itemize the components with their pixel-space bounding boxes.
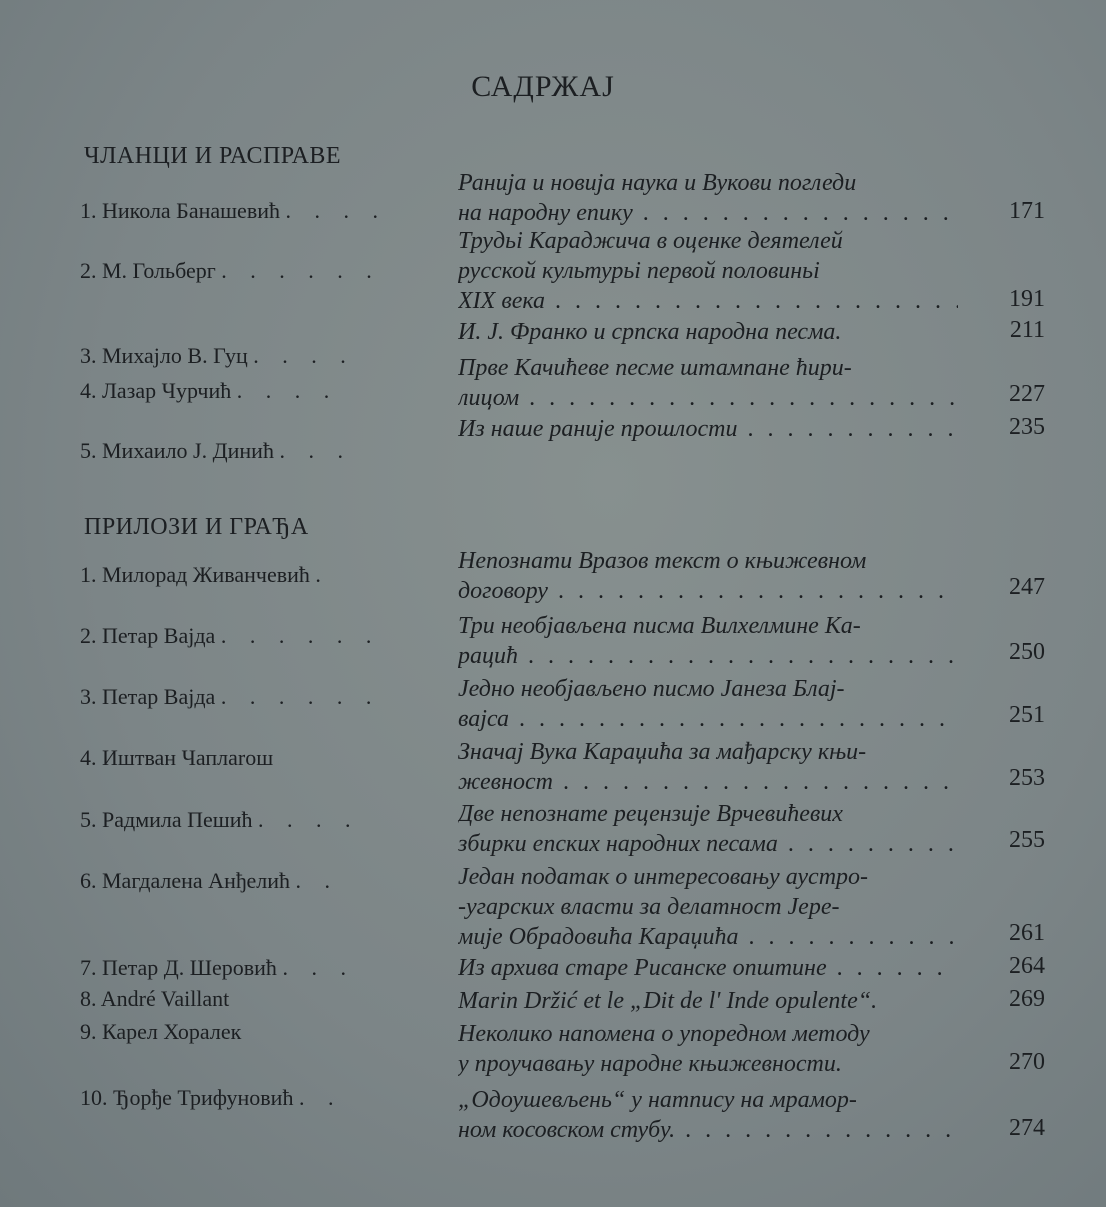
entry-page: 171: [1009, 198, 1045, 224]
entry-page: 269: [1009, 986, 1045, 1012]
entry-author: 10. Ђорђе Трифуновић . .: [80, 1085, 343, 1110]
entry-author: 6. Магдалена Анђелић . .: [80, 868, 339, 893]
entry-author: 2. М. Гольберг . . . . . .: [80, 258, 381, 283]
entry-author: 3. Петар Вајда . . . . . .: [80, 684, 381, 709]
entry-author: 3. Михајло В. Гуц . . . .: [80, 343, 355, 368]
entry-title: Из наше раније прошлости . . .: [458, 414, 958, 444]
entry-author: 5. Михаило Ј. Динић . . .: [80, 438, 352, 463]
entry-page: 270: [1009, 1049, 1045, 1075]
entry-title: Marin Držić et le „Dit de l' Inde opulente“.: [458, 988, 878, 1014]
entry-page: 191: [1009, 286, 1045, 312]
entry-page: 255: [1009, 827, 1045, 853]
entry-title: Неколико напомена о упоредном методу у проучавању народне књижевности.: [458, 1021, 870, 1077]
entry-title: Ранија и новија наука и Вукови погледи на народну епику . . .: [458, 168, 958, 228]
entry-title: Један податак о интересовању аустро- -угарских власти за делатност Јере- мије Обрадовића Караџића . . .: [458, 862, 958, 952]
page-title: САДРЖАЈ: [471, 70, 615, 103]
entry-author: 9. Карел Хоралек: [80, 1019, 242, 1044]
entry-title: Прве Качићеве песме штампане ћири- лицом . . .: [458, 353, 958, 413]
entry-title: И. Ј. Франко и српска народна песма.: [458, 319, 842, 345]
entry-author: 1. Никола Банашевић . . . .: [80, 198, 387, 223]
entry-author: 4. Лазар Чурчић . . . .: [80, 378, 339, 403]
entry-page: 247: [1009, 574, 1045, 600]
entry-title: Трудьі Караджича в оценке деятелей русской культурьі первой половиньі XIX века . . .: [458, 226, 958, 316]
entry-page: 251: [1009, 702, 1045, 728]
entry-author: 5. Радмила Пешић . . . .: [80, 807, 360, 832]
entry-page: 274: [1009, 1115, 1045, 1141]
entry-title: Три необјављена писма Вилхелмине Ка- рацић . . .: [458, 611, 958, 671]
entry-title: Непознати Вразов текст о књижевном договору . . .: [458, 546, 958, 606]
entry-page: 253: [1009, 765, 1045, 791]
entry-author: 4. Иштван Чаплarош: [80, 745, 274, 770]
entry-author: 1. Милорад Живанчевић .: [80, 562, 330, 587]
section-heading-contributions: ПРИЛОЗИ И ГРАЂА: [84, 514, 309, 540]
entry-page: 227: [1009, 381, 1045, 407]
entry-page: 264: [1009, 953, 1045, 979]
entry-title: Две непознате рецензије Врчевићевих збирки епских народних песама . . .: [458, 799, 958, 859]
entry-page: 250: [1009, 639, 1045, 665]
entry-title: Значај Вука Караџића за мађарску књи- жевност . . .: [458, 737, 958, 797]
entry-title: Једно необјављено писмо Јанеза Блај- вајса . . .: [458, 674, 958, 734]
entry-author: 7. Петар Д. Шеровић . . .: [80, 955, 355, 980]
entry-title: Из архива старе Рисанске општине . . .: [458, 953, 958, 983]
entry-author: 8. André Vaillant: [80, 986, 230, 1011]
entry-page: 261: [1009, 920, 1045, 946]
section-heading-articles: ЧЛАНЦИ И РАСПРАВЕ: [84, 143, 342, 169]
entry-title: „Одоушевљень“ у натпису на мрамор- ном косовском стубу. . . .: [458, 1085, 958, 1145]
entry-page: 235: [1009, 414, 1045, 440]
entry-page: 211: [1009, 317, 1045, 343]
entry-author: 2. Петар Вајда . . . . . .: [80, 623, 381, 648]
